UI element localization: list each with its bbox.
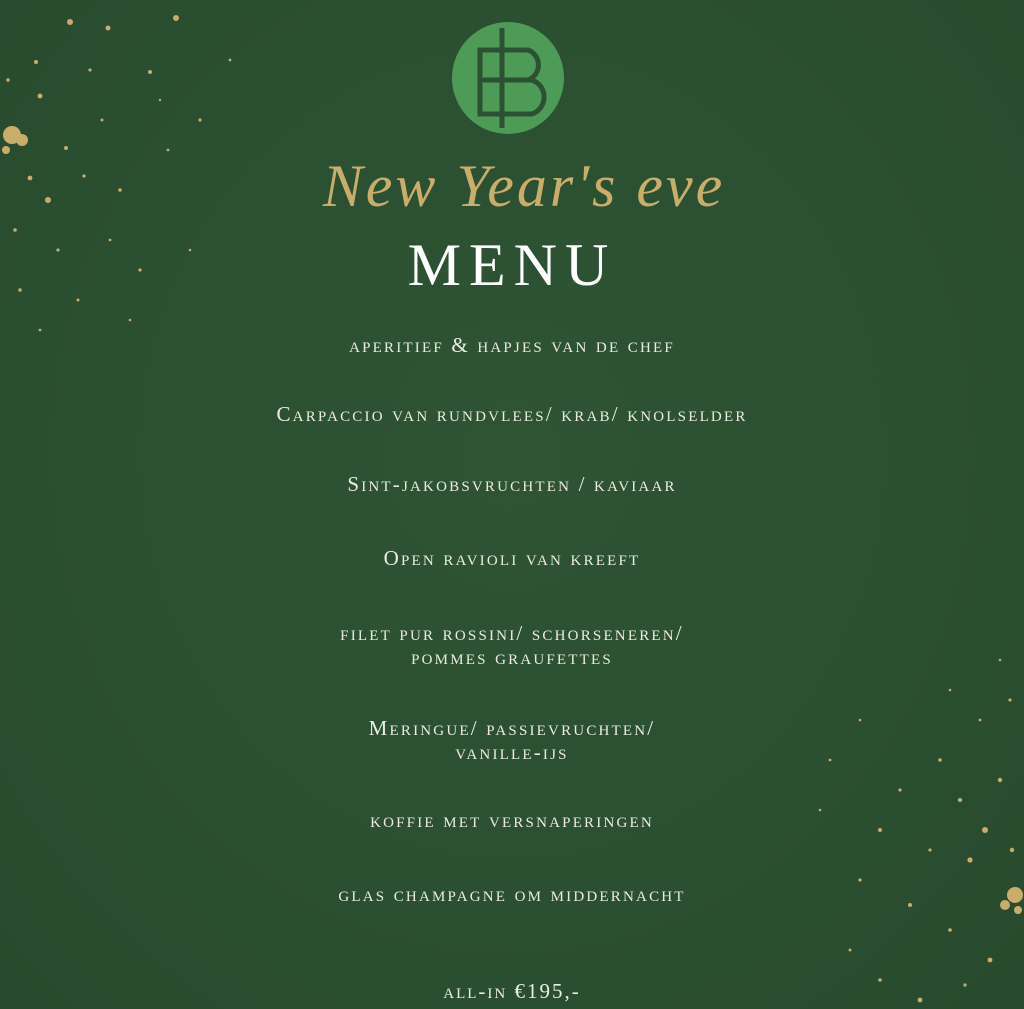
menu-heading: MENU [407, 232, 617, 298]
course-item [0, 546, 1024, 570]
course-item [0, 882, 1024, 906]
course-item [0, 333, 1024, 357]
course-line: Carpaccio van rundvlees/ krab/ knolselder [276, 402, 748, 426]
course-item [0, 808, 1024, 832]
course-line: glas champagne om middernacht [338, 882, 686, 906]
course-item [0, 472, 1024, 496]
course-line: pommes graufettes [411, 645, 613, 669]
course-item [0, 402, 1024, 426]
course-line: Sint-jakobsvruchten / kaviaar [347, 472, 677, 496]
course-item [0, 621, 1024, 669]
price-label: all-in €195,- [443, 979, 581, 1003]
course-line: Open ravioli van kreeft [383, 546, 641, 570]
course-line: koffie met versnaperingen [370, 808, 654, 832]
title-script-text: New Year's eve [322, 153, 726, 219]
monogram-logo-icon [450, 20, 566, 136]
course-line: aperitief & hapjes van de chef [349, 333, 675, 357]
course-item [0, 716, 1024, 764]
script-title [0, 140, 1024, 240]
course-line: vanille-ijs [455, 740, 569, 764]
course-line: Meringue/ passievruchten/ [368, 716, 656, 740]
course-line: filet pur rossini/ schorseneren/ [340, 621, 684, 645]
